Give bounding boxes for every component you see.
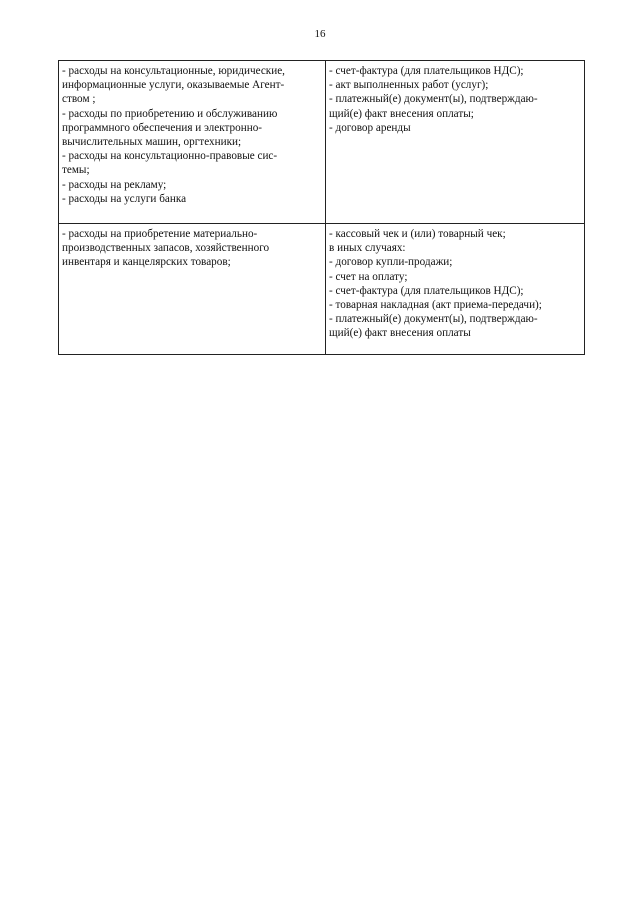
document-line: - счет-фактура (для плательщиков НДС); [329, 65, 524, 77]
expense-line: информационные услуги, оказываемые Агент- [62, 79, 285, 92]
document-line: щий(е) факт внесения оплаты; [329, 107, 474, 120]
expense-line: ством ; [62, 93, 96, 106]
document-line: - счет на оплату; [329, 270, 408, 283]
expense-line: - расходы на консультационно-правовые сис- [62, 150, 278, 163]
expense-cell [59, 61, 326, 224]
document-line: - договор аренды [329, 121, 411, 134]
expense-documents-table [58, 60, 585, 355]
document-line: - договор купли-продажи; [329, 256, 453, 269]
expense-cell [59, 224, 326, 355]
document-line: - платежный(е) документ(ы), подтверждаю- [329, 313, 538, 326]
document-line: - счет-фактура (для плательщиков НДС); [329, 284, 524, 297]
expense-line: инвентаря и канцелярских товаров; [62, 256, 231, 269]
document-line: - акт выполненных работ (услуг); [329, 79, 489, 92]
document-line: - кассовый чек и (или) товарный чек; [329, 228, 506, 240]
page-number: 16 [314, 28, 326, 40]
expense-line: - расходы на услуги банка [62, 192, 187, 205]
document-line: в иных случаях: [329, 242, 406, 255]
expense-line: темы; [62, 164, 90, 177]
table-row [59, 224, 585, 355]
document-line: - товарная накладная (акт приема-передачи); [329, 299, 542, 312]
expense-line: - расходы по приобретению и обслуживанию [62, 107, 278, 120]
expense-line: - расходы на рекламу; [62, 178, 167, 191]
expense-line: вычислительных машин, оргтехники; [62, 136, 242, 149]
expense-line: - расходы на приобретение материально- [62, 228, 258, 240]
expense-line: программного обеспечения и электронно- [62, 121, 263, 134]
expense-line: - расходы на консультационные, юридические, [62, 65, 285, 77]
document-line: - платежный(е) документ(ы), подтверждаю- [329, 93, 538, 106]
document-line: щий(е) факт внесения оплаты [329, 327, 471, 340]
expense-line: производственных запасов, хозяйственного [62, 242, 270, 255]
table-row [59, 61, 585, 224]
document-cell [326, 61, 585, 224]
document-cell [326, 224, 585, 355]
